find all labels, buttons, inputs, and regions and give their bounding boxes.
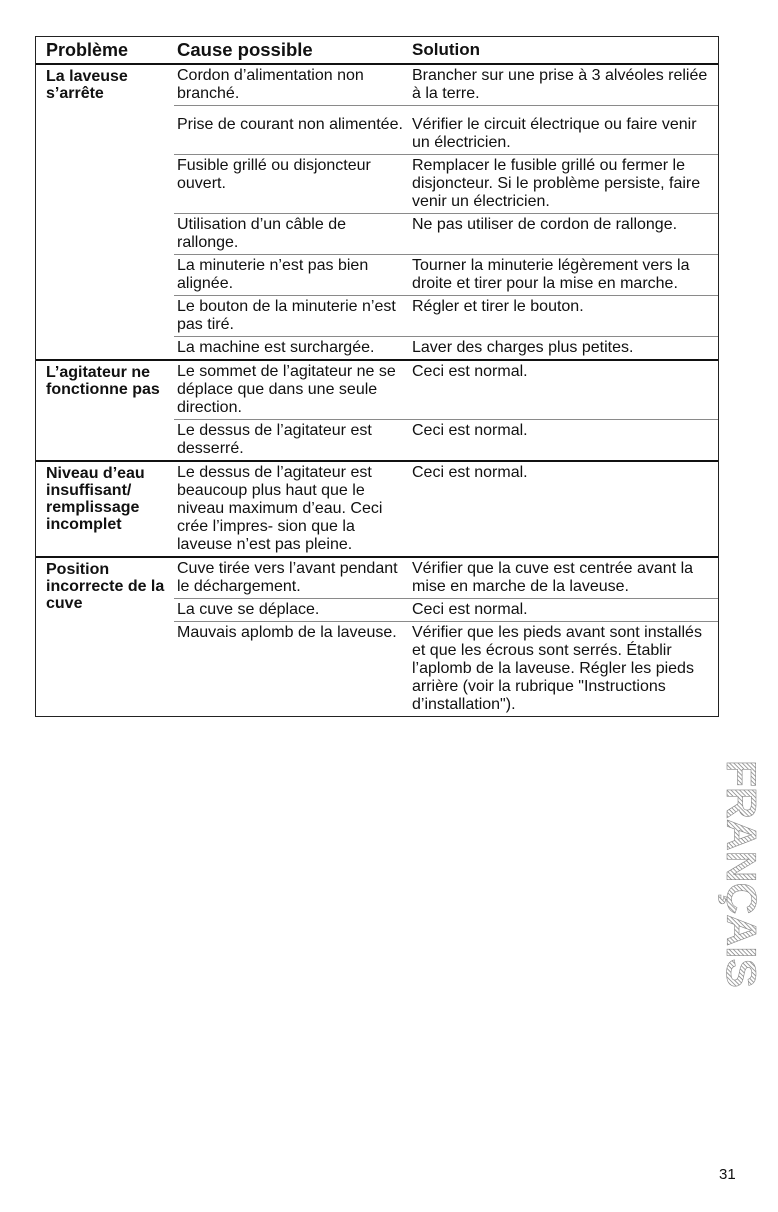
table-row xyxy=(174,106,718,155)
table-row xyxy=(174,65,718,106)
cause-cell: Le dessus de l’agitateur est beaucoup plus haut que le niveau maximum d’eau. Ceci crée l’impres- sion que la laveuse n’est pas pleine. xyxy=(177,464,383,553)
cause-cell: La machine est surchargée. xyxy=(177,339,375,356)
cause-cell: Fusible grillé ou disjoncteur ouvert. xyxy=(177,157,371,192)
cause-cell: Prise de courant non alimentée. xyxy=(177,116,403,133)
solution-cell: Vérifier que la cuve est centrée avant la mise en marche de la laveuse. xyxy=(412,560,694,595)
solution-cell: Ceci est normal. xyxy=(412,601,528,618)
solution-cell: Ceci est normal. xyxy=(412,464,528,481)
header-cause: Cause possible xyxy=(177,39,313,60)
side-label-text: FRANÇAIS xyxy=(718,760,765,977)
cause-cell: La minuterie n’est pas bien alignée. xyxy=(177,257,369,292)
solution-cell: Vérifier que les pieds avant sont installés et que les écrous sont serrés. Établir l’aplomb de la laveuse. Régler les pieds arrière (voir la rubrique "Instructions d’installation"). xyxy=(412,624,702,713)
table-row xyxy=(174,337,718,359)
solution-cell: Brancher sur une prise à 3 alvéoles reliée à la terre. xyxy=(412,67,708,102)
troubleshooting-table xyxy=(35,36,719,717)
table-row xyxy=(174,462,718,556)
solution-cell: Tourner la minuterie légèrement vers la droite et tirer pour la mise en marche. xyxy=(412,257,690,292)
problem-group xyxy=(36,65,718,361)
cause-cell: Utilisation d’un câble de rallonge. xyxy=(177,216,346,251)
table-row xyxy=(174,155,718,214)
table-row xyxy=(174,361,718,420)
header-solution: Solution xyxy=(412,40,480,59)
problem-label: Position incorrecte de la cuve xyxy=(46,561,165,612)
problem-label: Niveau d’eau insuffisant/ remplissage incomplet xyxy=(46,465,145,533)
solution-cell: Ne pas utiliser de cordon de rallonge. xyxy=(412,216,678,233)
solution-cell: Remplacer le fusible grillé ou fermer le disjoncteur. Si le problème persiste, faire venir un électricien. xyxy=(412,157,701,210)
cause-cell: La cuve se déplace. xyxy=(177,601,320,618)
header-problem: Problème xyxy=(46,39,129,60)
problem-group xyxy=(36,558,718,716)
solution-cell: Régler et tirer le bouton. xyxy=(412,298,584,315)
table-header xyxy=(36,37,718,65)
problem-group xyxy=(36,361,718,462)
solution-cell: Ceci est normal. xyxy=(412,363,528,380)
table-row xyxy=(174,558,718,599)
solution-cell: Laver des charges plus petites. xyxy=(412,339,634,356)
language-label-svg xyxy=(715,760,765,990)
page-number: 31 xyxy=(719,1166,736,1183)
table-row xyxy=(174,599,718,622)
problem-label: L’agitateur ne fonctionne pas xyxy=(46,364,160,398)
cause-cell: Le bouton de la minuterie n’est pas tiré. xyxy=(177,298,396,333)
table-row xyxy=(174,420,718,460)
table-row xyxy=(174,622,718,716)
problem-label: La laveuse s’arrête xyxy=(46,68,128,102)
table-row xyxy=(174,296,718,337)
solution-cell: Vérifier le circuit électrique ou faire venir un électricien. xyxy=(412,116,697,151)
problem-group xyxy=(36,462,718,558)
cause-cell: Mauvais aplomb de la laveuse. xyxy=(177,624,397,641)
table-row xyxy=(174,255,718,296)
table-row xyxy=(174,214,718,255)
language-side-label xyxy=(715,760,765,990)
cause-cell: Le sommet de l’agitateur ne se déplace que dans une seule direction. xyxy=(177,363,396,416)
cause-cell: Le dessus de l’agitateur est desserré. xyxy=(177,422,372,457)
solution-cell: Ceci est normal. xyxy=(412,422,528,439)
cause-cell: Cordon d’alimentation non branché. xyxy=(177,67,364,102)
cause-cell: Cuve tirée vers l’avant pendant le déchargement. xyxy=(177,560,398,595)
